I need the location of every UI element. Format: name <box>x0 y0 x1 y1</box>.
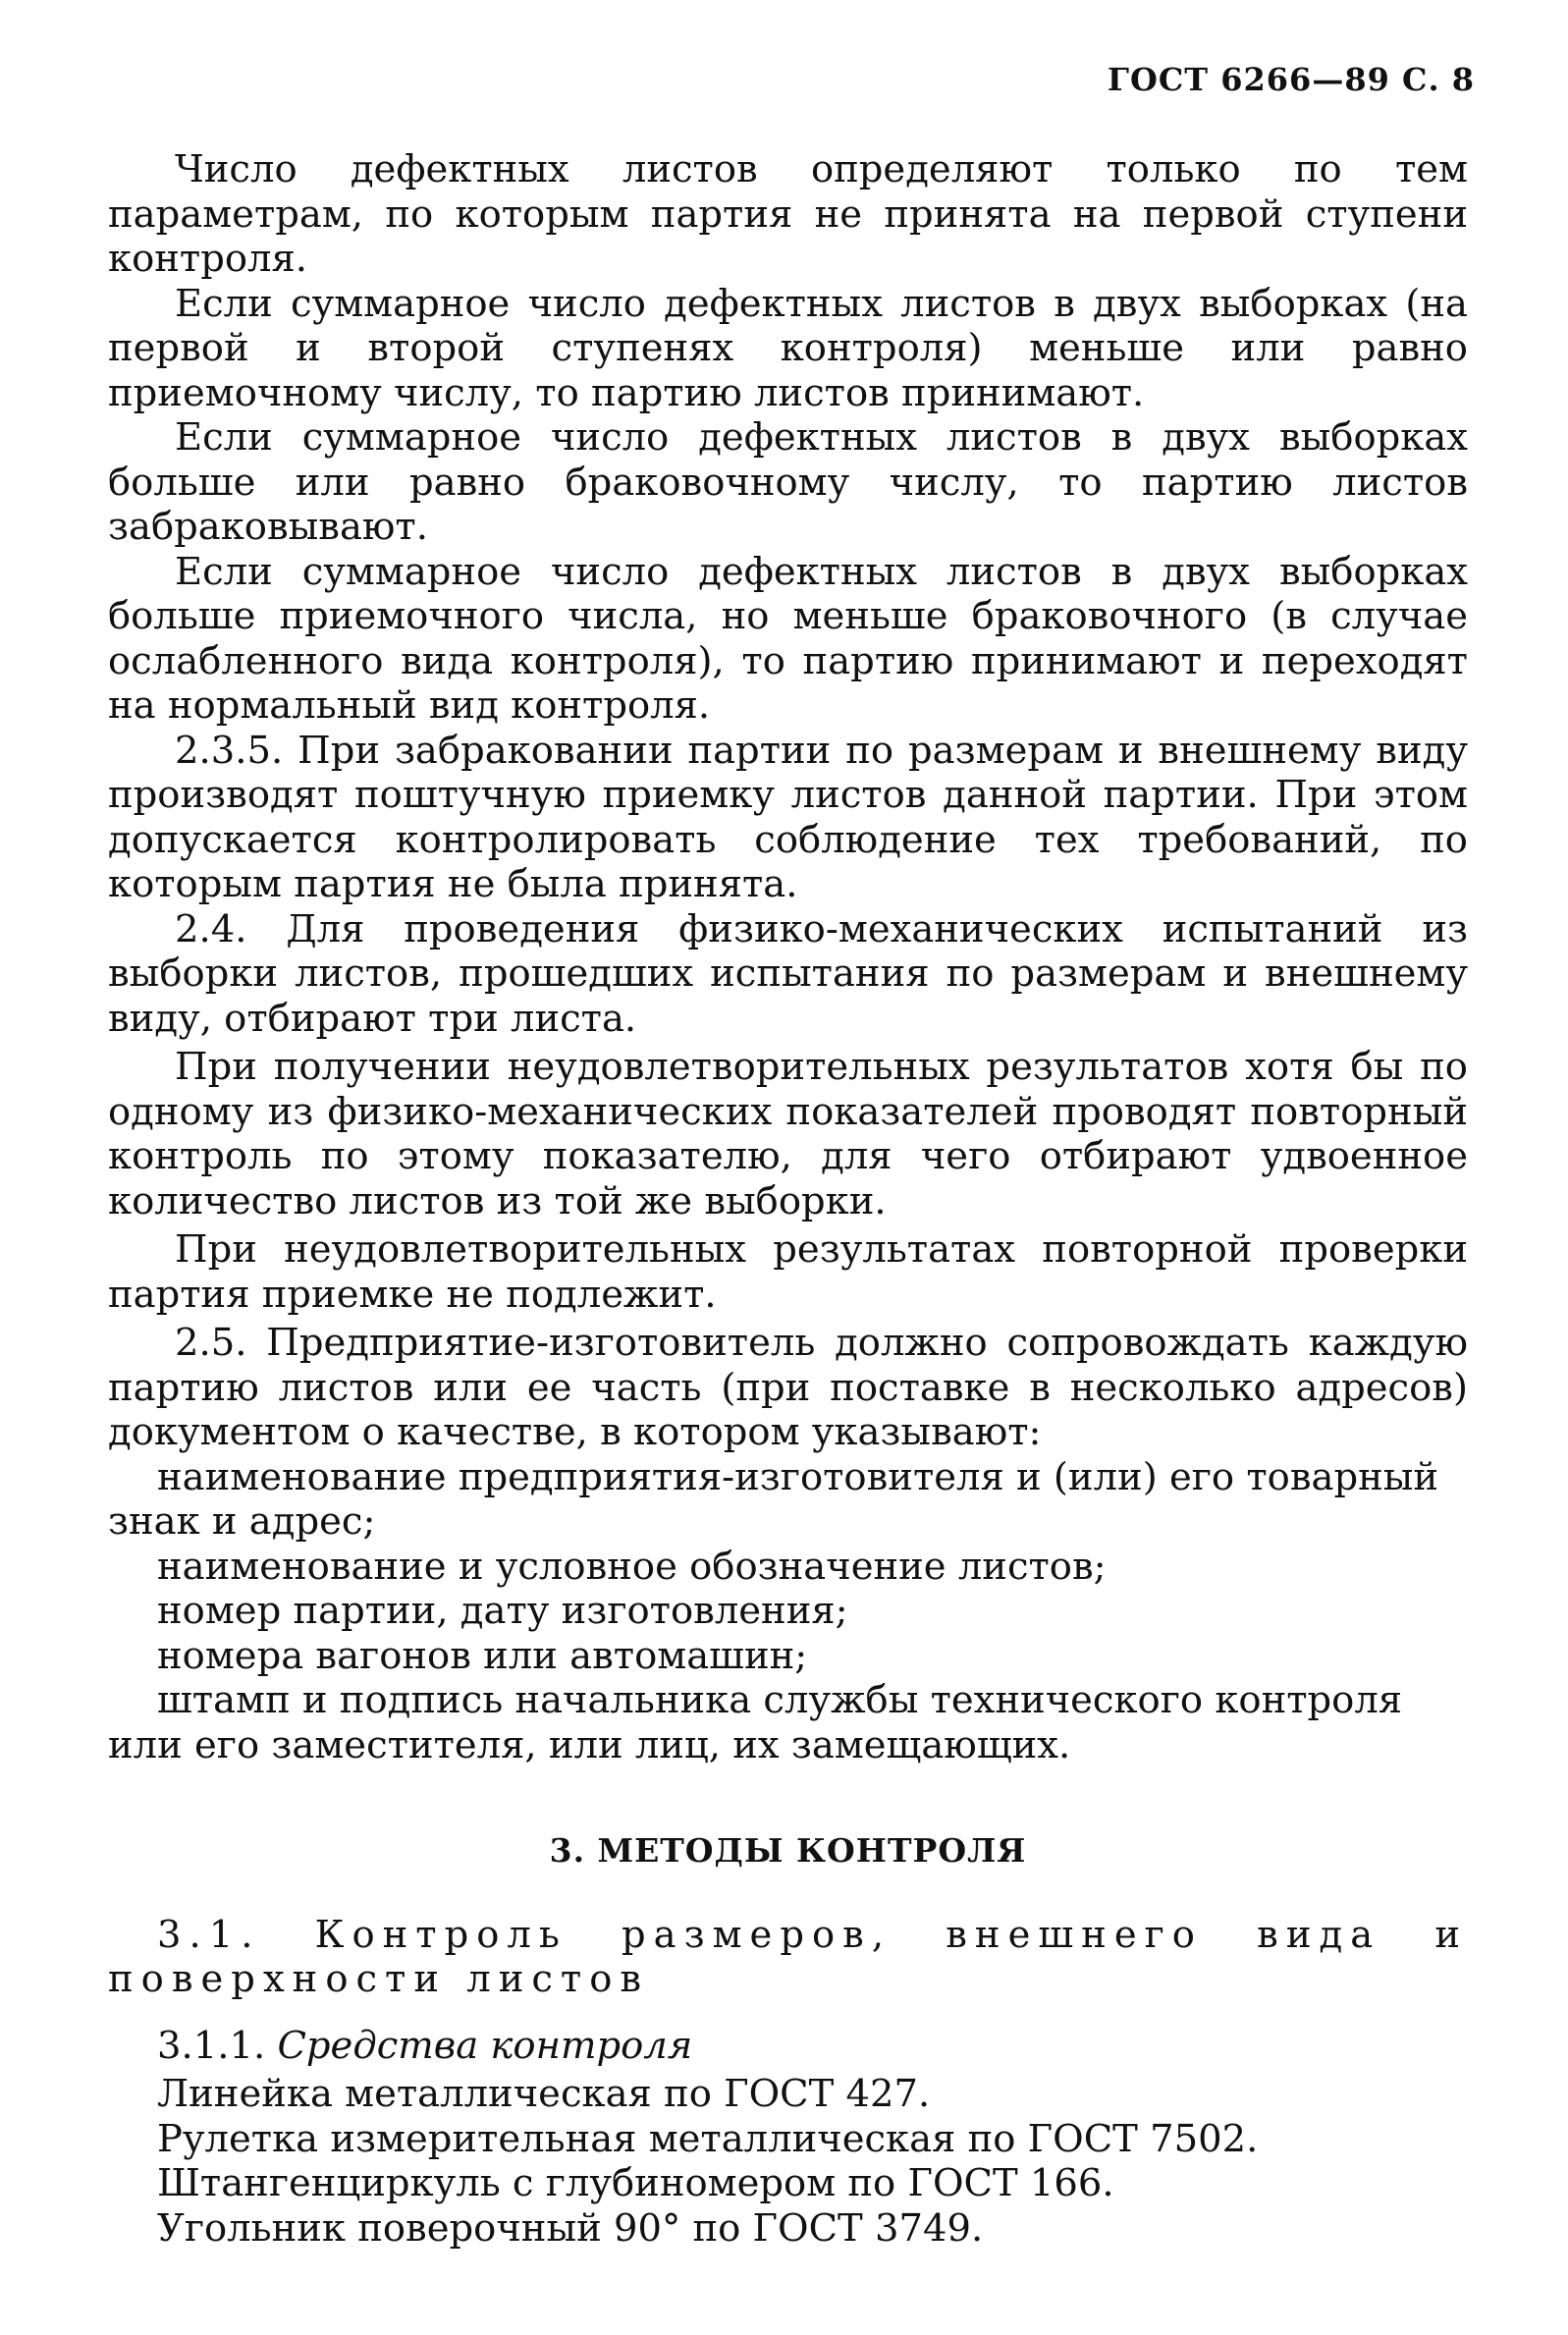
list-item: номер партии, дату изготовления; <box>157 1589 848 1633</box>
document-body <box>108 147 1468 2251</box>
equipment-item: Рулетка измерительная металлическая по ГОСТ 7502. <box>157 2116 1259 2161</box>
equipment-item: Угольник поверочный 90° по ГОСТ 3749. <box>157 2205 984 2251</box>
list-item: наименование предприятия-изготовителя и (или) его товарный знак и адрес; <box>108 1454 1439 1544</box>
paragraph-2-5: 2.5. Предприятие-изготовитель должно сопровождать каждую партию листов или ее часть (при поставке в несколько адресов) документом о качестве, в котором указывают: <box>108 1321 1468 1454</box>
paragraph: Если суммарное число дефектных листов в двух выборках больше или равно браковочному числу, то партию листов забраковывают. <box>108 415 1468 549</box>
document-items-list <box>108 1455 1468 1768</box>
subsection-title: Средства контроля <box>277 2023 693 2068</box>
paragraph: При неудовлетворительных результатах повторной проверки партия приемке не подлежит. <box>108 1227 1468 1317</box>
subsection-3-1-1-heading <box>108 2024 1468 2069</box>
paragraph: Если суммарное число дефектных листов в двух выборках (на первой и второй ступенях контроля) меньше или равно приемочному числу, то партию листов принимают. <box>108 281 1468 415</box>
equipment-item: Линейка металлическая по ГОСТ 427. <box>157 2072 931 2116</box>
page-header: ГОСТ 6266—89 С. 8 <box>1107 61 1475 98</box>
equipment-list <box>108 2072 1468 2251</box>
list-item: номера вагонов или автомашин; <box>157 1633 808 1678</box>
paragraph: Если суммарное число дефектных листов в двух выборках больше приемочного числа, но меньше браковочного (в случае ослабленного вида контроля), то партию принимают и переходят на нормальный вид контроля. <box>108 549 1468 728</box>
equipment-item: Штангенциркуль с глубиномером по ГОСТ 166. <box>157 2161 1114 2205</box>
list-item: штамп и подпись начальника службы технического контроля или его заместителя, или лиц, их замещающих. <box>108 1678 1403 1767</box>
paragraph-2-4: 2.4. Для проведения физико-механических испытаний из выборки листов, прошедших испытания по размерам и внешнему виду, отбирают три листа. <box>108 906 1468 1041</box>
paragraph: Число дефектных листов определяют только по тем параметрам, по которым партия не принята на первой ступени контроля. <box>108 147 1468 281</box>
subsection-3-1-heading: 3.1. Контроль размеров, внешнего вида и поверхности листов <box>108 1912 1468 2001</box>
subsection-number: 3.1.1. <box>157 2023 266 2068</box>
list-item: наименование и условное обозначение листов; <box>157 1544 1107 1589</box>
paragraph: При получении неудовлетворительных результатов хотя бы по одному из физико-механических показателей проводят повторный контроль по этому показателю, для чего отбирают удвоенное количество листов из той же выборки. <box>108 1045 1468 1223</box>
section-title: 3. МЕТОДЫ КОНТРОЛЯ <box>549 1831 1027 1870</box>
paragraph-2-3-5: 2.3.5. При забраковании партии по размерам и внешнему виду производят поштучную приемку листов данной партии. При этом допускается контролировать соблюдение тех требований, по которым партия не была принята. <box>108 728 1468 906</box>
